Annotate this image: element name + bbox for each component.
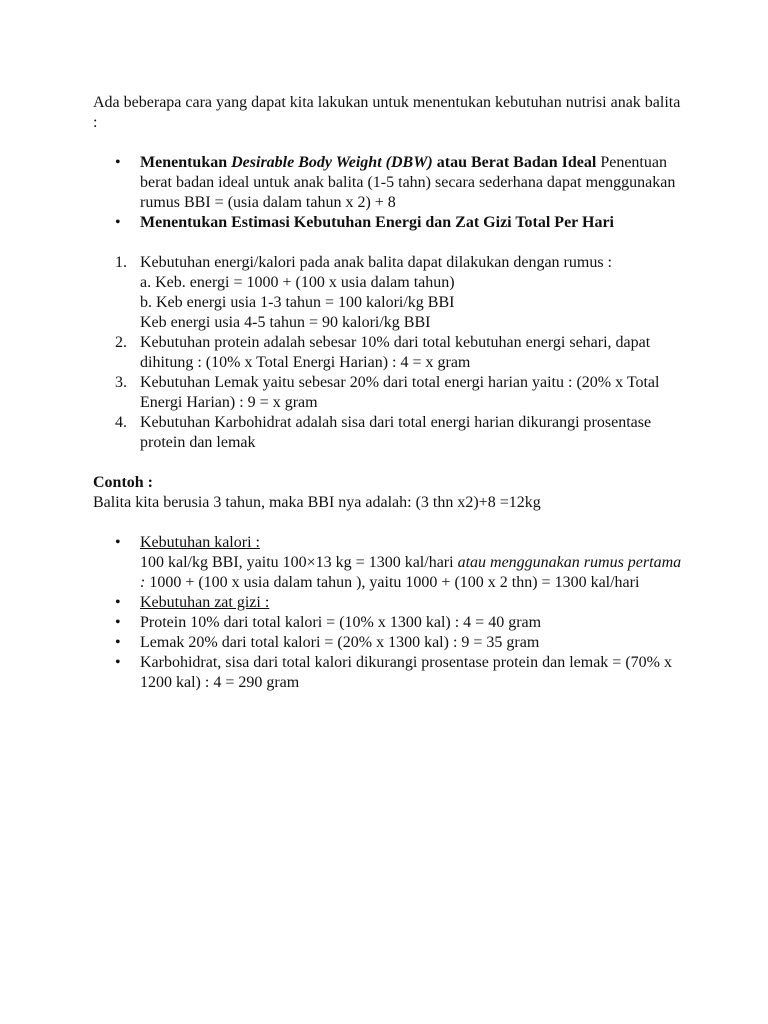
item-1-line-2: a. Keb. energi = 1000 + (100 x usia dalam tahun) (140, 274, 455, 291)
bullet-lemak (93, 633, 683, 653)
example-bullet-list (93, 533, 683, 693)
example-bbi-line: Balita kita berusia 3 tahun, maka BBI nya adalah: (3 thn x2)+8 =12kg (93, 494, 541, 511)
item-1-line-1: Kebutuhan energi/kalori pada anak balita dapat dilakukan dengan rumus : (140, 254, 612, 271)
energi-heading: Menentukan Estimasi Kebutuhan Energi dan Zat Gizi Total Per Hari (140, 214, 614, 231)
kalori-text-2: 1000 + (100 x usia dalam tahun ), yaitu 1000 + (100 x 2 thn) = 1300 kal/hari (145, 574, 640, 591)
item-3-text: Kebutuhan Lemak yaitu sebesar 20% dari total energi harian yaitu : (20% x Total Energi Harian) : 9 = x gram (140, 374, 660, 411)
item-number: 2. (115, 334, 127, 351)
protein-text: Protein 10% dari total kalori = (10% x 1300 kal) : 4 = 40 gram (140, 614, 542, 631)
item-number: 3. (115, 374, 127, 391)
dbw-bold-lead: Menentukan (140, 154, 232, 171)
numbered-item-1 (93, 253, 683, 333)
dbw-description: Penentuan berat badan ideal untuk anak balita (1-5 tahn) secara sederhana dapat menggunakan rumus BBI = (usia dalam tahun x 2) + 8 (140, 154, 676, 211)
bullet-kebutuhan-kalori (93, 533, 683, 593)
numbered-list (93, 253, 683, 453)
item-4-text: Kebutuhan Karbohidrat adalah sisa dari total energi harian dikurangi prosentase protein dan lemak (140, 414, 652, 451)
document-page (93, 93, 683, 693)
kalori-italic: atau menggunakan rumus pertama : (140, 554, 682, 591)
bullet-protein (93, 613, 683, 633)
example-heading: Contoh : (93, 474, 154, 491)
method-bullet-list (93, 153, 683, 233)
bullet-kebutuhan-zat-gizi (93, 593, 683, 613)
kalori-text: 100 kal/kg BBI, yaitu 100×13 kg = 1300 kal/hari (140, 554, 458, 571)
item-number: 4. (115, 414, 127, 431)
numbered-item-2 (93, 333, 683, 373)
bullet-dbw (93, 153, 683, 213)
dbw-bold-tail: atau Berat Badan Ideal (432, 154, 597, 171)
numbered-item-4 (93, 413, 683, 453)
intro-paragraph: Ada beberapa cara yang dapat kita lakukan untuk menentukan kebutuhan nutrisi anak balita : (93, 94, 681, 131)
bullet-karbohidrat (93, 653, 683, 693)
item-1-line-4: Keb energi usia 4-5 tahun = 90 kalori/kg BBI (140, 314, 431, 331)
bullet-energi (93, 213, 683, 233)
item-2-text: Kebutuhan protein adalah sebesar 10% dari total kebutuhan energi sehari, dapat dihitung : (10% x Total Energi Harian) : 4 = x gram (140, 334, 651, 371)
dbw-term: Desirable Body Weight (DBW) (231, 154, 433, 171)
item-number: 1. (115, 254, 127, 271)
item-1-line-3: b. Keb energi usia 1-3 tahun = 100 kalori/kg BBI (140, 294, 455, 311)
karbohidrat-text: Karbohidrat, sisa dari total kalori dikurangi prosentase protein dan lemak = (70% x 1200 kal) : 4 = 290 gram (140, 654, 672, 691)
lemak-text: Lemak 20% dari total kalori = (20% x 1300 kal) : 9 = 35 gram (140, 634, 540, 651)
kalori-title: • Kebutuhan kalori : (140, 534, 260, 551)
numbered-item-3 (93, 373, 683, 413)
zat-gizi-title: Kebutuhan zat gizi : (140, 594, 270, 611)
